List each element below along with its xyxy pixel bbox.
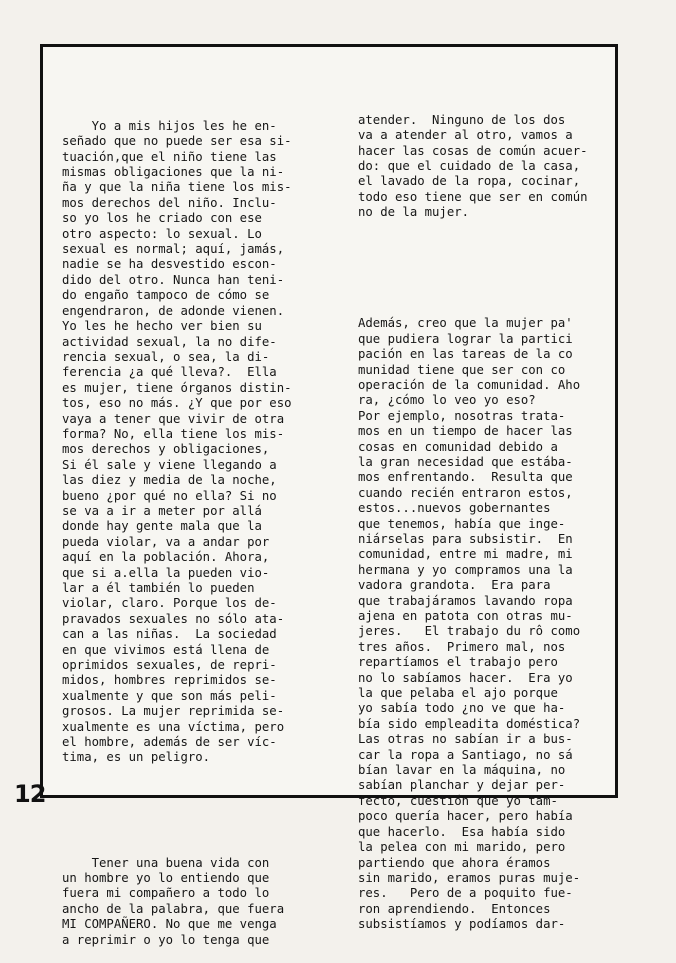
page-number: 12 — [14, 780, 46, 808]
right-paragraph-1: atender. Ninguno de los dos va a atender al otro, vamos a hacer las cosas de común acuer- do: que el cuidado de la casa, el lavado de la ropa, cocinar, todo eso tiene que ser en común no de la mujer. — [358, 112, 588, 220]
right-column — [358, 82, 613, 948]
paragraph-gap — [358, 251, 613, 285]
right-paragraph-2: Además, creo que la mujer pa' que pudiera lograr la partici pación en las tareas de la co munidad tiene que ser con co operación de la comunidad. Aho ra, ¿cómo lo veo yo eso? Por ejemplo, nosotras trata- mos en un tiempo de hacer las cosas en comunidad debido a la gran necesidad que estába- mos enfrentando. Resulta que cuando recién entraron estos, estos...nuevos gobernantes que tenemos, había que inge- niárselas para subsistir. En comunidad, entre mi madre, mi hermana y yo compramos una la vadora grandota. Era para que trabajáramos lavando ropa ajena en patota con otras mu- jeres. El trabajo du rô como tres años. Primero mal, nos repartíamos el trabajo pero no lo sabíamos hacer. Era yo la que pelaba el ajo porque yo sabía todo ¿no ve que ha- bía sido empleadita doméstica? Las otras no sabían ir a bus- car la ropa a Santiago, no sá bían lavar en la máquina, no sabían planchar y dejar per- fecto, cuestión que yo tam- poco quería hacer, pero había que hacerlo. Esa había sido la pelea con mi marido, pero partiendo que ahora éramos sin marido, eramos puras muje- res. Pero de a poquito fue- ron aprendiendo. Entonces subsistíamos y podíamos dar- — [358, 316, 581, 932]
paragraph-gap — [62, 797, 324, 825]
left-column — [62, 88, 324, 963]
left-paragraph-1: Yo a mis hijos les he en- señado que no puede ser esa si- tuación,que el niño tiene las mismas obligaciones que la ni- ña y que la niña tiene los mis- mos derechos del niño. Inclu- so yo los he criado con ese otro aspecto: lo sexual. Lo sexual es normal; aquí, jamás, nadie se ha desvestido escon- dido del otro. Nunca han teni- do engaño tampoco de cómo se engendraron, de adonde vienen. Yo les he hecho ver bien su actividad sexual, la no dife- rencia sexual, o sea, la di- ferencia ¿a qué lleva?. Ella es mujer, tiene órganos distin- tos, eso no más. ¿Y que por eso vaya a tener que vivir de otra forma? No, ella tiene los mis- mos derechos y obligaciones, Si él sale y viene llegando a las diez y media de la noche, bueno ¿por qué no ella? Si no se va a ir a meter por allá donde hay gente mala que la pueda violar, va a andar por aquí en la población. Ahora, que si a.ella la pueden vio- lar a él también lo pueden violar, claro. Porque los de- pravados sexuales no sólo ata- can a las niñas. La sociedad en que vivimos está llena de oprimidos sexuales, de repri- midos, hombres reprimidos se- xualmente y que son más peli- grosos. La mujer reprimida se- xualmente es una víctima, pero el hombre, además de ser víc- tima, es un peligro. — [62, 118, 292, 765]
left-paragraph-2: Tener una buena vida con un hombre yo lo entiendo que fuera mi compañero a todo lo ancho de la palabra, que fuera MI COMPAÑERO. No que me venga a reprimir o yo lo tenga que — [62, 855, 285, 947]
